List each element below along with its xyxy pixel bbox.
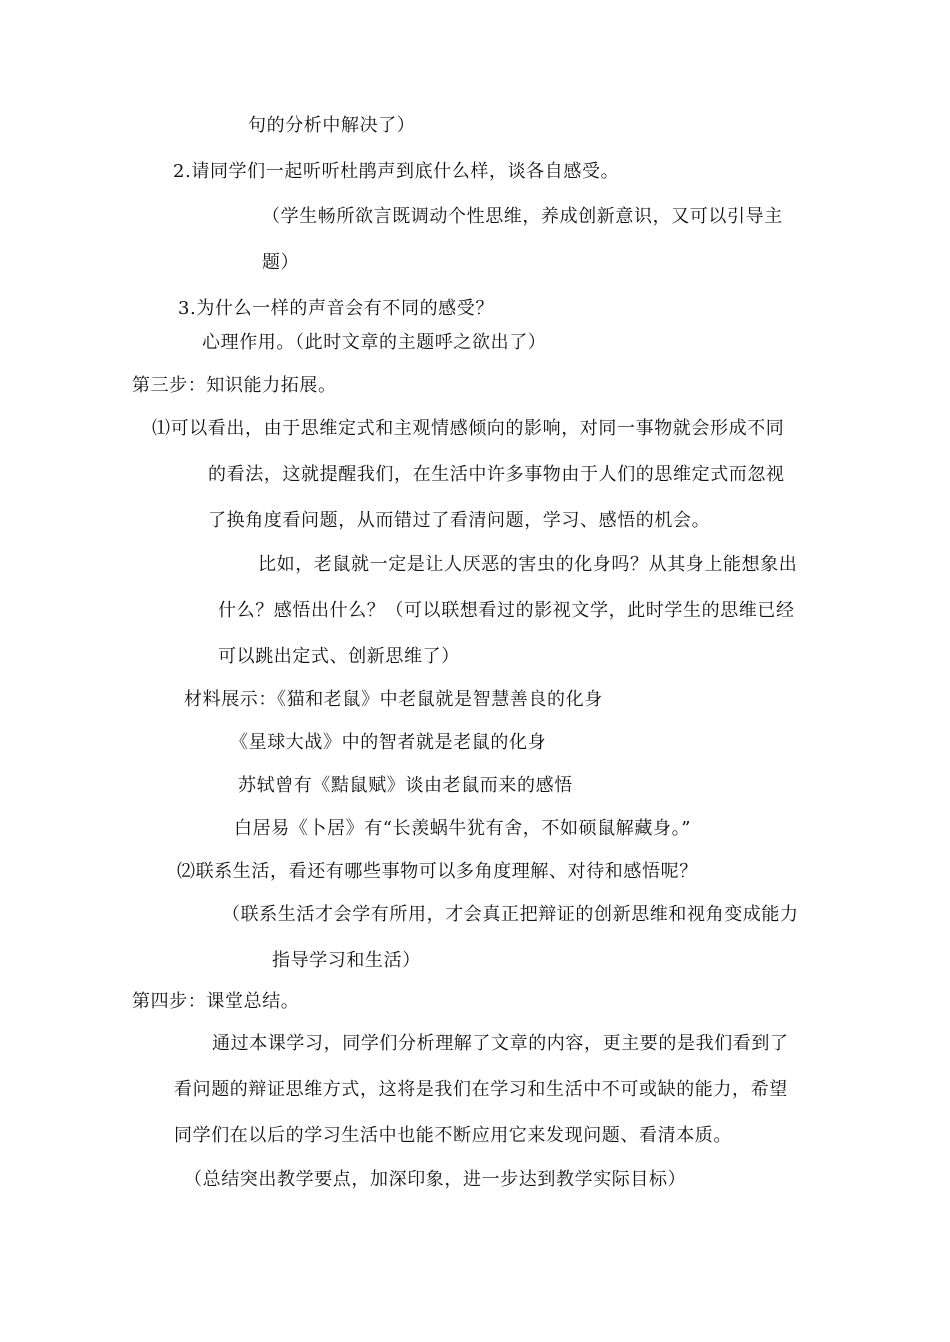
text-line: 什么？感悟出什么？（可以联想看过的影视文学，此时学生的思维已经 — [218, 600, 795, 621]
text-line: 白居易《卜居》有“长羡蜗牛犹有舍，不如硕鼠解藏身。” — [234, 818, 692, 839]
text-line: 3.为什么一样的声音会有不同的感受？ — [178, 298, 494, 319]
text-line: 2.请同学们一起听听杜鹃声到底什么样，谈各自感受。 — [173, 161, 620, 182]
section-heading: 第四步：课堂总结。 — [132, 991, 300, 1012]
text-line: 题） — [262, 252, 300, 273]
section-heading: 第三步：知识能力拓展。 — [132, 375, 337, 396]
text-line: 了换角度看问题，从而错过了看清问题，学习、感悟的机会。 — [208, 510, 711, 531]
text-line: 心理作用。（此时文章的主题呼之欲出了） — [202, 332, 547, 353]
text-line: （总结突出教学要点，加深印象，进一步达到教学实际目标） — [184, 1169, 687, 1190]
text-line: 的看法，这就提醒我们，在生活中许多事物由于人们的思维定式而忽视 — [208, 464, 785, 485]
text-line: 句的分析中解决了） — [248, 115, 416, 136]
text-line: 材料展示：《猫和老鼠》中老鼠就是智慧善良的化身 — [184, 689, 603, 710]
text-line: 通过本课学习，同学们分析理解了文章的内容，更主要的是我们看到了 — [212, 1033, 789, 1054]
text-line: 可以跳出定式、创新思维了） — [218, 646, 460, 667]
text-line: （联系生活才会学有所用，才会真正把辩证的创新思维和视角变成能力 — [222, 904, 799, 925]
text-line: 《星球大战》中的智者就是老鼠的化身 — [230, 732, 547, 753]
text-line: 指导学习和生活） — [272, 950, 421, 971]
text-line: 比如，老鼠就一定是让人厌恶的害虫的化身吗？从其身上能想象出 — [258, 554, 798, 575]
text-line: 苏轼曾有《黠鼠赋》谈由老鼠而来的感悟 — [238, 775, 573, 796]
text-line: （学生畅所欲言既调动个性思维，养成创新意识，又可以引导主 — [262, 206, 783, 227]
text-line: 同学们在以后的学习生活中也能不断应用它来发现问题、看清本质。 — [174, 1125, 732, 1146]
text-line: 看问题的辩证思维方式，这将是我们在学习和生活中不可或缺的能力，希望 — [174, 1079, 788, 1100]
text-line: ⑴可以看出，由于思维定式和主观情感倾向的影响，对同一事物就会形成不同 — [152, 418, 785, 439]
text-line: ⑵联系生活，看还有哪些事物可以多角度理解、对待和感悟呢？ — [177, 861, 698, 882]
